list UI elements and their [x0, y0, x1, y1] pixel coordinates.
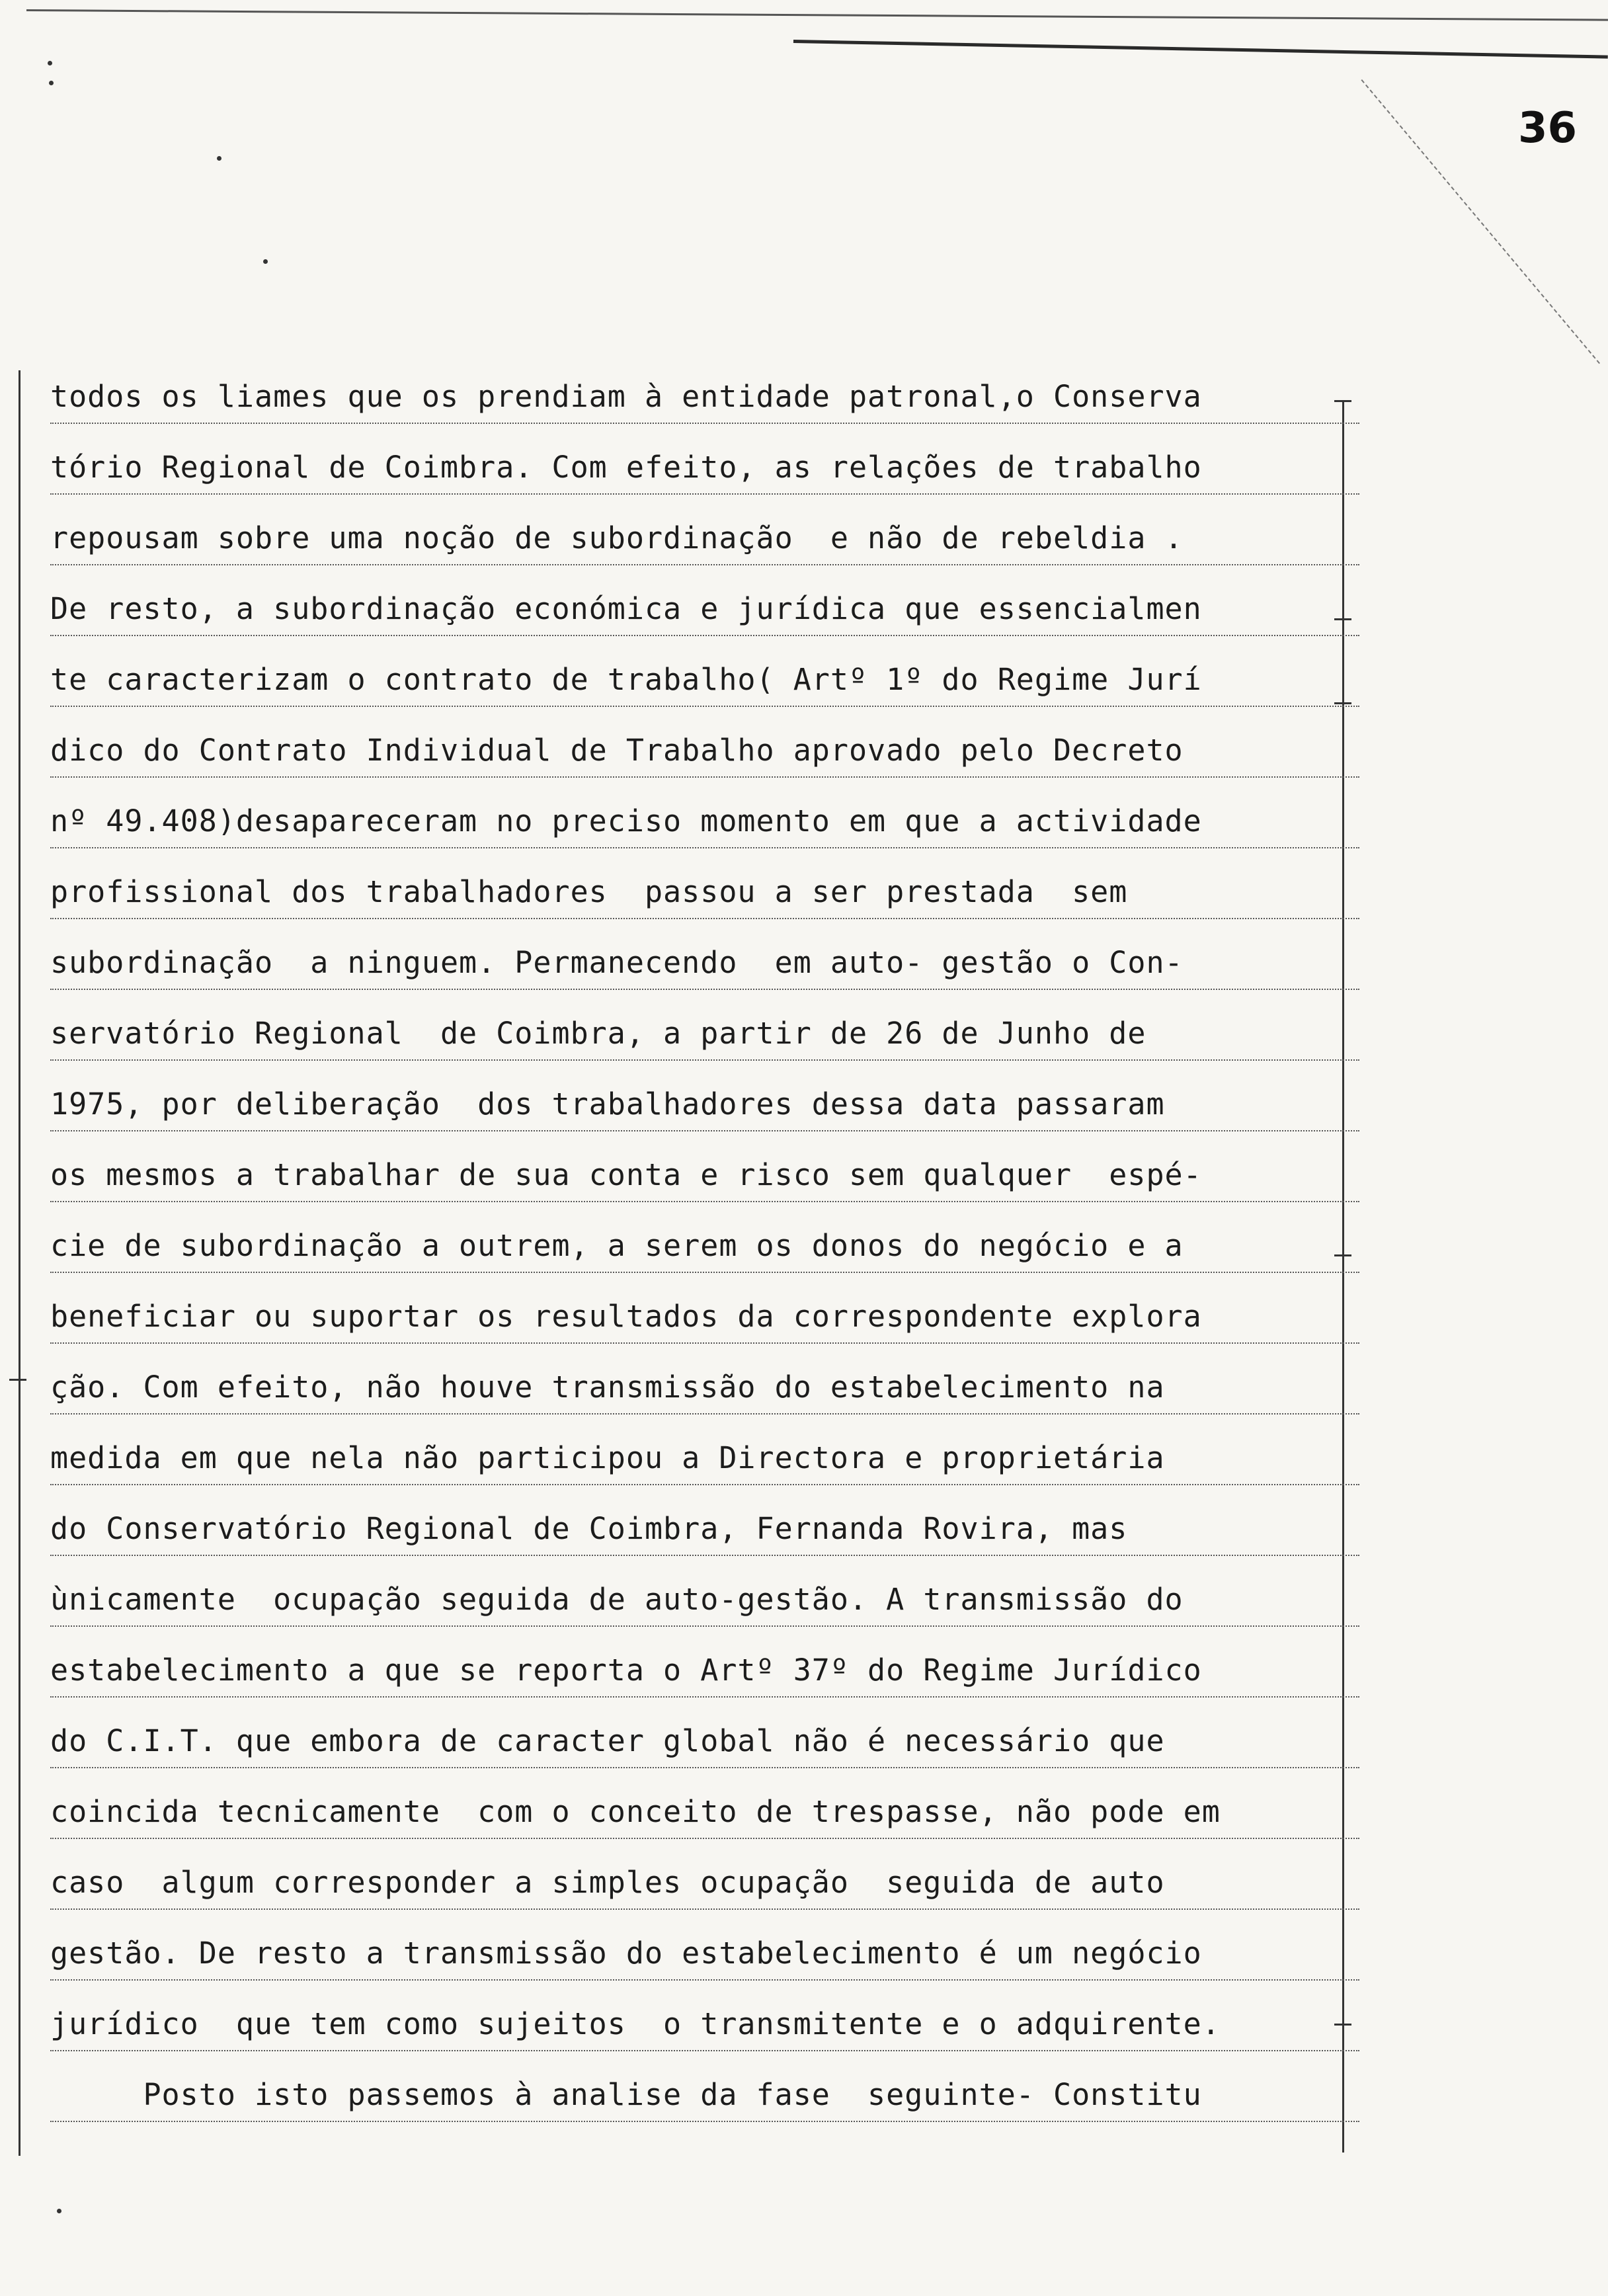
text-line: medida em que nela não participou a Directora e proprietária — [50, 1435, 1359, 1506]
text-line: profissional dos trabalhadores passou a ser prestada sem — [50, 869, 1359, 940]
text-line: ùnicamente ocupação seguida de auto-gestão. A transmissão do — [50, 1577, 1359, 1647]
margin-tick — [9, 1379, 26, 1381]
scan-speck — [263, 259, 268, 264]
text-line: do Conservatório Regional de Coimbra, Fernanda Rovira, mas — [50, 1506, 1359, 1577]
text-line: 1975, por deliberação dos trabalhadores dessa data passaram — [50, 1081, 1359, 1152]
scan-speck — [57, 2209, 61, 2213]
text-line: jurídico que tem como sujeitos o transmitente e o adquirente. — [50, 2001, 1359, 2072]
text-line: repousam sobre uma noção de subordinação e não de rebeldia . — [50, 515, 1359, 586]
text-line: gestão. De resto a transmissão do estabelecimento é um negócio — [50, 1930, 1359, 2001]
page-number: 36 — [1518, 104, 1578, 153]
document-body — [50, 374, 1359, 2143]
scan-speck — [217, 156, 221, 161]
scan-speck — [49, 81, 54, 85]
text-line: servatório Regional de Coimbra, a partir de 26 de Junho de — [50, 1010, 1359, 1081]
text-line: estabelecimento a que se reporta o Artº 37º do Regime Jurídico — [50, 1647, 1359, 1718]
text-line: subordinação a ninguem. Permanecendo em auto- gestão o Con- — [50, 940, 1359, 1010]
scan-top-edge — [26, 9, 1608, 21]
left-margin-line — [19, 370, 20, 2156]
text-line: caso algum corresponder a simples ocupação seguida de auto — [50, 1860, 1359, 1930]
text-line: Posto isto passemos à analise da fase seguinte- Constitu — [50, 2072, 1359, 2143]
text-line: tório Regional de Coimbra. Com efeito, as relações de trabalho — [50, 444, 1359, 515]
text-line: todos os liames que os prendiam à entidade patronal,o Conserva — [50, 374, 1359, 444]
scan-speck — [48, 61, 52, 65]
text-line: beneficiar ou suportar os resultados da correspondente explora — [50, 1293, 1359, 1364]
text-line: do C.I.T. que embora de caracter global não é necessário que — [50, 1718, 1359, 1789]
text-line: nº 49.408)desapareceram no preciso momento em que a actividade — [50, 798, 1359, 869]
text-line: os mesmos a trabalhar de sua conta e risco sem qualquer espé- — [50, 1152, 1359, 1223]
text-line: cie de subordinação a outrem, a serem os donos do negócio e a — [50, 1223, 1359, 1293]
text-line: dico do Contrato Individual de Trabalho aprovado pelo Decreto — [50, 727, 1359, 798]
text-line: De resto, a subordinação económica e jurídica que essencialmen — [50, 586, 1359, 657]
text-line: coincida tecnicamente com o conceito de trespasse, não pode em — [50, 1789, 1359, 1860]
text-line: ção. Com efeito, não houve transmissão do estabelecimento na — [50, 1364, 1359, 1435]
text-line: te caracterizam o contrato de trabalho( Artº 1º do Regime Jurí — [50, 657, 1359, 727]
scan-top-edge-shadow — [793, 40, 1608, 59]
